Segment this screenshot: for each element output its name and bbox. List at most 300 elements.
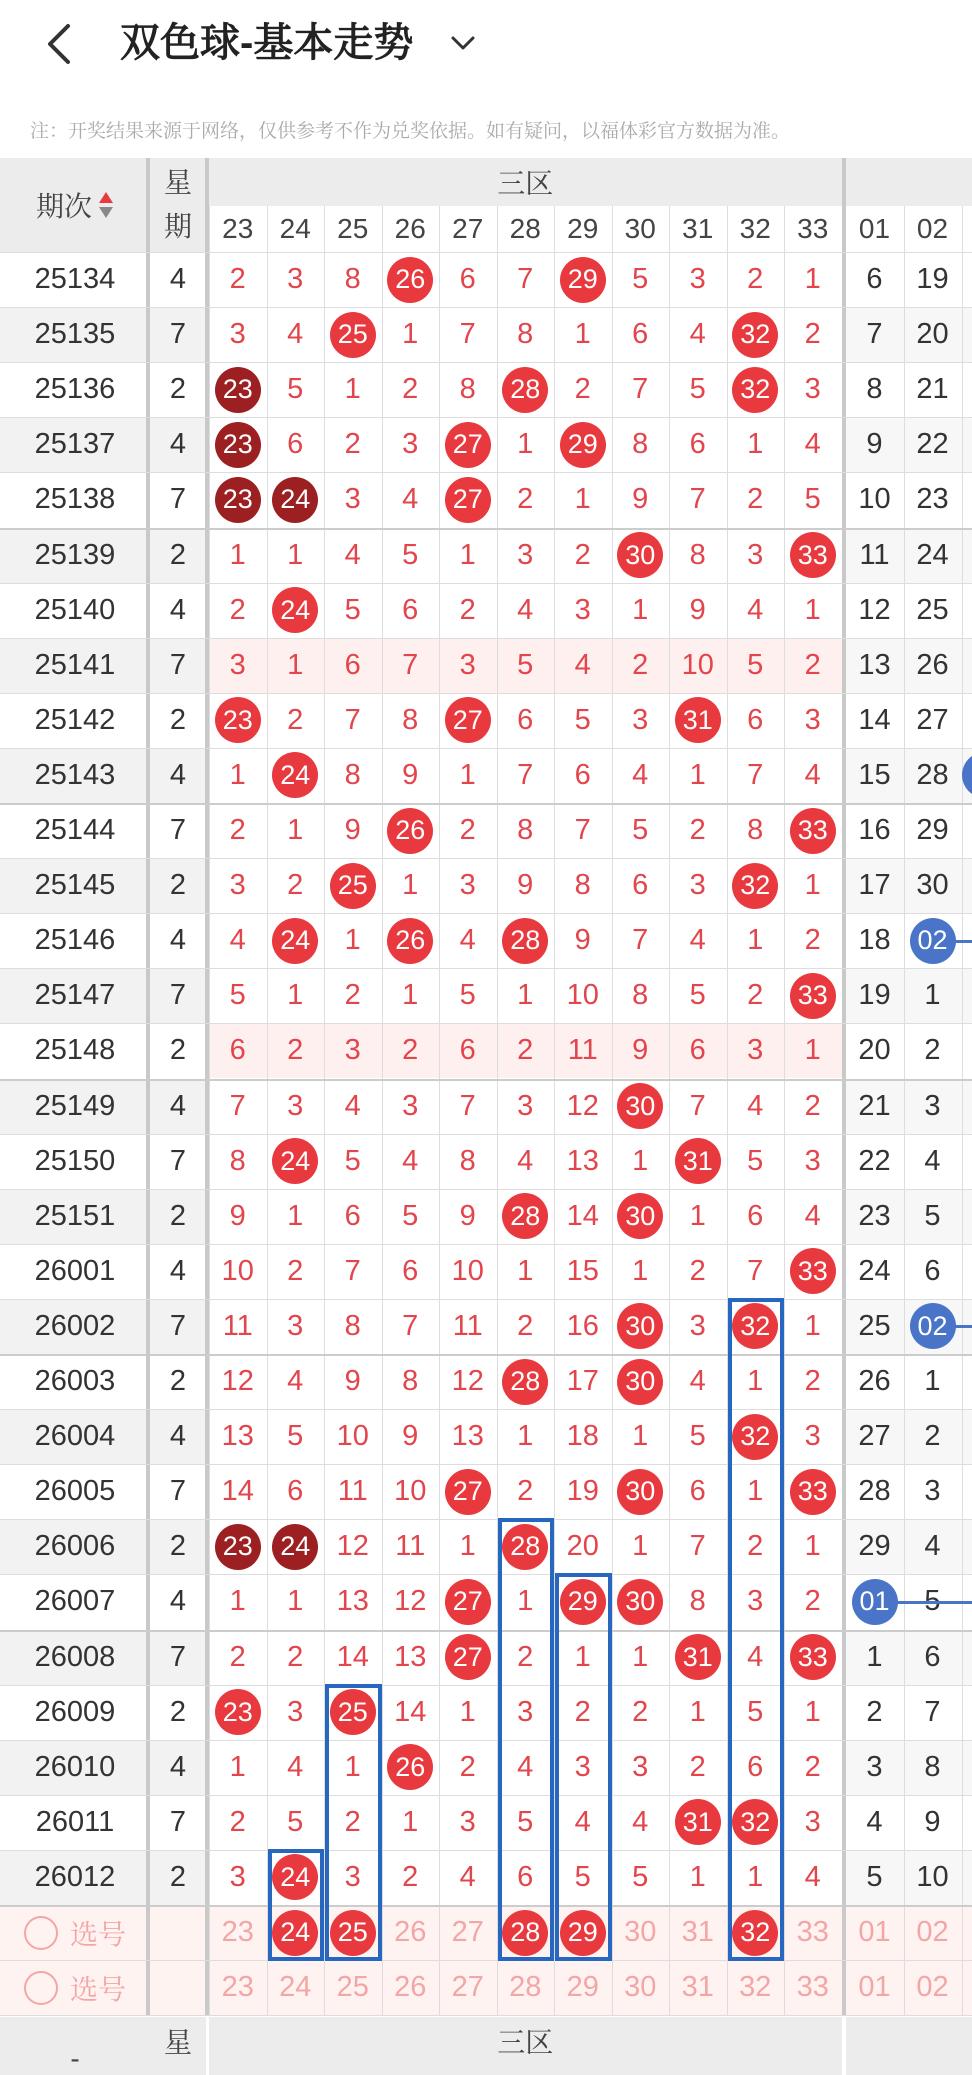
blue-miss-cell: 21: [858, 1089, 891, 1122]
miss-count-cell: 10: [566, 979, 599, 1012]
miss-count-cell: 14: [566, 1199, 599, 1232]
miss-count-cell: 8: [229, 1144, 246, 1177]
week-cell: 4: [169, 924, 187, 957]
blue-miss-cell: 18: [858, 924, 891, 957]
blue-ball: 01: [852, 1579, 898, 1625]
miss-count-cell: 1: [574, 483, 591, 516]
drawn-number-cell: [267, 1134, 325, 1189]
miss-count-cell: 5: [747, 1144, 764, 1177]
number-header: 24: [267, 206, 325, 252]
blue-miss-cell: 3: [866, 1750, 883, 1783]
miss-count-cell: 1: [517, 1585, 534, 1618]
blue-miss-cell: 24: [916, 538, 949, 571]
pick-number-cell[interactable]: 23: [221, 1916, 254, 1949]
miss-count-cell: 9: [689, 593, 706, 626]
miss-count-cell: 1: [287, 979, 304, 1012]
selected-red-ball[interactable]: 24: [272, 1910, 318, 1956]
issue-cell: 26001: [34, 1254, 116, 1287]
selected-red-ball[interactable]: 29: [560, 1910, 606, 1956]
pick-number-cell[interactable]: 31: [681, 1971, 714, 2004]
blue-miss-cell: 13: [858, 648, 891, 681]
miss-count-cell: 10: [451, 1254, 484, 1287]
pick-number-cell[interactable]: 25: [336, 1971, 369, 2004]
issue-header[interactable]: [0, 158, 150, 252]
blue-number-header: 02: [904, 206, 962, 252]
miss-count-cell: 1: [402, 979, 419, 1012]
pick-selector[interactable]: [0, 1905, 150, 1960]
red-ball: 31: [675, 1634, 721, 1680]
red-ball: 29: [560, 257, 606, 303]
blue-ball: 02: [910, 918, 956, 964]
blue-miss-cell: 2: [924, 1034, 941, 1067]
miss-count-cell: 9: [632, 1034, 649, 1067]
drawn-number-cell: [497, 362, 555, 417]
miss-count-cell: 2: [804, 1585, 821, 1618]
blue-miss-cell: 8: [866, 373, 883, 406]
issue-cell: 25148: [34, 1034, 116, 1067]
blue-miss-cell: 25: [858, 1309, 891, 1342]
drawn-number-cell: [784, 1464, 842, 1519]
blue-miss-cell: 29: [858, 1530, 891, 1563]
blue-miss-cell: 7: [866, 318, 883, 351]
miss-count-cell: 2: [229, 1805, 246, 1838]
number-header: 30: [612, 206, 670, 252]
blue-miss-cell: 7: [924, 1695, 941, 1728]
number-header: 23: [209, 206, 267, 252]
drawn-number-cell: [727, 307, 785, 362]
drawn-number-cell: [784, 803, 842, 858]
pick-number-cell[interactable]: 29: [566, 1971, 599, 2004]
pick-blue-cell[interactable]: 02: [916, 1971, 949, 2004]
miss-count-cell: 3: [402, 1089, 419, 1122]
miss-count-cell: 6: [747, 1199, 764, 1232]
miss-count-cell: 3: [459, 1805, 476, 1838]
red-ball: 33: [790, 1248, 836, 1294]
pick-number-cell[interactable]: 33: [796, 1916, 829, 1949]
week-cell: 2: [169, 1365, 187, 1398]
grid-vline: [962, 206, 963, 2015]
miss-count-cell: 3: [229, 869, 246, 902]
miss-count-cell: 4: [574, 648, 591, 681]
issue-cell: 25137: [34, 428, 116, 461]
issue-cell: 25135: [34, 318, 116, 351]
drawn-number-cell: [382, 803, 440, 858]
pick-radio-icon[interactable]: [24, 1916, 58, 1950]
red-ball: 31: [675, 1799, 721, 1845]
blue-miss-cell: 10: [916, 1860, 949, 1893]
pick-number-cell[interactable]: 33: [796, 1971, 829, 2004]
miss-count-cell: 7: [344, 703, 361, 736]
miss-count-cell: 6: [344, 1199, 361, 1232]
miss-count-cell: 3: [459, 648, 476, 681]
number-header: 33: [784, 206, 842, 252]
red-ball: 23: [215, 477, 261, 523]
miss-count-cell: 7: [632, 373, 649, 406]
number-header: 26: [382, 206, 440, 252]
issue-cell: 26002: [34, 1309, 116, 1342]
pick-selector[interactable]: [0, 1960, 150, 2015]
miss-count-cell: 1: [459, 1530, 476, 1563]
miss-count-cell: 5: [517, 1805, 534, 1838]
miss-count-cell: 1: [287, 814, 304, 847]
pick-radio-icon[interactable]: [24, 1971, 58, 2005]
drawn-number-cell: [669, 1630, 727, 1685]
issue-cell: 26006: [34, 1530, 116, 1563]
blue-miss-cell: 28: [916, 758, 949, 791]
blue-miss-cell: 26: [916, 648, 949, 681]
miss-count-cell: 1: [517, 1420, 534, 1453]
miss-count-cell: 6: [344, 648, 361, 681]
miss-count-cell: 2: [229, 263, 246, 296]
selected-red-ball[interactable]: 28: [502, 1910, 548, 1956]
issue-cell: 26008: [34, 1640, 116, 1673]
red-ball: 26: [387, 808, 433, 854]
drawn-number-cell: [784, 528, 842, 583]
red-ball: 32: [732, 1303, 778, 1349]
miss-count-cell: 2: [344, 979, 361, 1012]
blue-miss-cell: 14: [858, 703, 891, 736]
miss-count-cell: 8: [344, 263, 361, 296]
miss-count-cell: 7: [689, 483, 706, 516]
miss-count-cell: 7: [517, 758, 534, 791]
miss-count-cell: 8: [402, 1365, 419, 1398]
pick-number-cell[interactable]: 23: [221, 1971, 254, 2004]
miss-count-cell: 2: [287, 1254, 304, 1287]
miss-count-cell: 12: [394, 1585, 427, 1618]
drawn-number-cell: [209, 693, 267, 748]
miss-count-cell: 2: [402, 373, 419, 406]
red-ball: 27: [445, 422, 491, 468]
sort-icon[interactable]: [98, 190, 114, 220]
red-ball: 33: [790, 973, 836, 1019]
pick-number-cell[interactable]: 27: [451, 1916, 484, 1949]
issue-header-label: 期次: [35, 191, 92, 222]
drawn-number-cell: [497, 913, 555, 968]
number-header: 25: [324, 206, 382, 252]
drawn-number-cell: [784, 1630, 842, 1685]
miss-count-cell: 2: [804, 648, 821, 681]
miss-count-cell: 3: [402, 428, 419, 461]
blue-miss-cell: 6: [924, 1254, 941, 1287]
miss-count-cell: 2: [402, 1860, 419, 1893]
miss-count-cell: 3: [689, 263, 706, 296]
week-cell: 7: [169, 483, 187, 516]
drawn-number-cell: [209, 417, 267, 472]
blue-miss-cell: 27: [858, 1420, 891, 1453]
miss-count-cell: 9: [632, 483, 649, 516]
miss-count-cell: 1: [517, 428, 534, 461]
pick-label: 选号: [69, 1973, 126, 2005]
pick-number-cell[interactable]: 27: [451, 1971, 484, 2004]
miss-count-cell: 4: [747, 1640, 764, 1673]
drawn-number-cell: [209, 1685, 267, 1740]
miss-count-cell: 15: [566, 1254, 599, 1287]
drawn-number-cell: [324, 858, 382, 913]
miss-count-cell: 1: [689, 1695, 706, 1728]
blue-miss-cell: 6: [866, 263, 883, 296]
miss-count-cell: 5: [689, 373, 706, 406]
blue-miss-cell: 10: [858, 483, 891, 516]
pick-number-cell[interactable]: 30: [624, 1916, 657, 1949]
miss-count-cell: 1: [747, 428, 764, 461]
miss-count-cell: 1: [574, 318, 591, 351]
pick-number-cell[interactable]: [554, 1905, 612, 1960]
pick-blue-cell[interactable]: 01: [858, 1916, 891, 1949]
miss-count-cell: 1: [632, 1420, 649, 1453]
miss-count-cell: 1: [632, 593, 649, 626]
miss-count-cell: 3: [287, 1309, 304, 1342]
pick-number-cell[interactable]: [497, 1905, 555, 1960]
miss-count-cell: 11: [567, 1034, 598, 1067]
red-ball: 30: [617, 1579, 663, 1625]
miss-count-cell: 3: [747, 538, 764, 571]
miss-count-cell: 5: [747, 1695, 764, 1728]
blue-miss-cell: 15: [858, 758, 891, 791]
miss-count-cell: 2: [402, 1034, 419, 1067]
red-ball: 33: [790, 1469, 836, 1515]
red-ball: 28: [502, 1359, 548, 1405]
miss-count-cell: 7: [459, 318, 476, 351]
miss-count-cell: 2: [804, 1089, 821, 1122]
drawn-number-cell: [382, 913, 440, 968]
miss-count-cell: 1: [402, 869, 419, 902]
miss-count-cell: 8: [747, 814, 764, 847]
miss-count-cell: 4: [574, 1805, 591, 1838]
chevron-down-icon[interactable]: [448, 30, 478, 56]
miss-count-cell: 3: [689, 869, 706, 902]
miss-count-cell: 1: [287, 1199, 304, 1232]
blue-miss-cell: 19: [858, 979, 891, 1012]
drawn-number-cell: [612, 528, 670, 583]
red-ball: 31: [675, 697, 721, 743]
miss-count-cell: 7: [229, 1089, 246, 1122]
issue-cell: 26003: [34, 1365, 116, 1398]
miss-count-cell: 3: [459, 869, 476, 902]
drawn-number-cell: [439, 1574, 497, 1629]
miss-count-cell: 11: [395, 1530, 426, 1563]
miss-count-cell: 7: [689, 1530, 706, 1563]
miss-count-cell: 1: [229, 758, 246, 791]
number-header: 28: [497, 206, 555, 252]
blue-miss-cell: 22: [916, 428, 949, 461]
week-cell: 7: [169, 1475, 187, 1508]
miss-count-cell: 5: [574, 703, 591, 736]
issue-cell: 25149: [34, 1089, 116, 1122]
miss-count-cell: 9: [517, 869, 534, 902]
miss-count-cell: 3: [689, 1309, 706, 1342]
red-ball: 24: [272, 1524, 318, 1570]
miss-count-cell: 2: [689, 814, 706, 847]
miss-count-cell: 7: [747, 758, 764, 791]
drawn-number-cell: [209, 472, 267, 527]
red-ball: 30: [617, 1193, 663, 1239]
miss-count-cell: 1: [344, 924, 361, 957]
miss-count-cell: 5: [747, 648, 764, 681]
blue-miss-cell: 6: [924, 1640, 941, 1673]
miss-count-cell: 8: [632, 979, 649, 1012]
miss-count-cell: 6: [689, 1034, 706, 1067]
week-cell: 7: [169, 1805, 187, 1838]
selected-red-ball[interactable]: 25: [330, 1910, 376, 1956]
miss-count-cell: 2: [229, 1640, 246, 1673]
miss-count-cell: 1: [344, 1750, 361, 1783]
miss-count-cell: 2: [459, 1750, 476, 1783]
blue-miss-cell: 30: [916, 869, 949, 902]
miss-count-cell: 7: [689, 1089, 706, 1122]
miss-count-cell: 6: [747, 703, 764, 736]
red-ball: 27: [445, 1469, 491, 1515]
issue-cell: 25151: [34, 1199, 116, 1232]
miss-count-cell: 12: [221, 1365, 254, 1398]
week-cell: 4: [169, 428, 187, 461]
blue-miss-cell: 5: [866, 1860, 883, 1893]
blue-miss-cell: 8: [924, 1750, 941, 1783]
miss-count-cell: 1: [747, 1475, 764, 1508]
footer-zone-header: 三区: [209, 2017, 842, 2075]
drawn-number-cell: [727, 1795, 785, 1850]
miss-count-cell: 14: [394, 1695, 427, 1728]
red-ball: 33: [790, 532, 836, 578]
week-cell: 2: [169, 703, 187, 736]
week-cell: 4: [169, 1089, 187, 1122]
miss-count-cell: 3: [229, 1860, 246, 1893]
blue-miss-cell: 29: [916, 814, 949, 847]
pick-number-cell[interactable]: [727, 1905, 785, 1960]
pick-number-cell[interactable]: 26: [394, 1916, 427, 1949]
miss-count-cell: 3: [229, 318, 246, 351]
miss-count-cell: 9: [344, 1365, 361, 1398]
miss-count-cell: 4: [689, 924, 706, 957]
miss-count-cell: 7: [747, 1254, 764, 1287]
miss-count-cell: 6: [632, 869, 649, 902]
miss-count-cell: 3: [804, 1420, 821, 1453]
issue-cell: 25144: [34, 814, 116, 847]
pick-number-cell[interactable]: 24: [279, 1971, 312, 2004]
miss-count-cell: 6: [459, 263, 476, 296]
pick-number-cell[interactable]: 26: [394, 1971, 427, 2004]
red-ball: 28: [502, 918, 548, 964]
red-ball: 24: [272, 752, 318, 798]
miss-count-cell: 6: [689, 1475, 706, 1508]
pick-number-cell[interactable]: [267, 1905, 325, 1960]
pick-number-cell[interactable]: 31: [681, 1916, 714, 1949]
miss-count-cell: 1: [632, 1254, 649, 1287]
miss-count-cell: 13: [566, 1144, 599, 1177]
miss-count-cell: 4: [402, 483, 419, 516]
blue-miss-cell: 1: [924, 1365, 941, 1398]
footer-issue-header: -: [0, 2017, 150, 2075]
red-ball: 25: [330, 1689, 376, 1735]
miss-count-cell: 1: [804, 263, 821, 296]
drawn-number-cell: [497, 1519, 555, 1574]
week-cell: 2: [169, 1530, 187, 1563]
week-header-label: 期: [163, 211, 192, 242]
week-cell: 2: [169, 1695, 187, 1728]
pick-number-cell[interactable]: 28: [509, 1971, 542, 2004]
back-arrow-icon[interactable]: [40, 22, 80, 66]
top-bar: [0, 0, 972, 90]
issue-cell: 26004: [34, 1420, 116, 1453]
miss-count-cell: 5: [344, 593, 361, 626]
blue-miss-cell: 12: [858, 593, 891, 626]
miss-count-cell: 2: [287, 869, 304, 902]
footer-blue-header: [846, 2017, 972, 2075]
drawn-number-cell: [324, 1685, 382, 1740]
miss-count-cell: 9: [574, 924, 591, 957]
miss-count-cell: 1: [747, 1860, 764, 1893]
pick-blue-cell[interactable]: 01: [858, 1971, 891, 2004]
red-ball: 26: [387, 918, 433, 964]
issue-cell: 25140: [34, 593, 116, 626]
miss-count-cell: 1: [459, 538, 476, 571]
red-ball: 32: [732, 863, 778, 909]
miss-count-cell: 7: [574, 814, 591, 847]
week-cell: 7: [169, 1640, 187, 1673]
red-ball: 32: [732, 367, 778, 413]
drawn-number-cell: [669, 1134, 727, 1189]
drawn-number-cell: [382, 1740, 440, 1795]
week-cell: 2: [169, 1860, 187, 1893]
pick-number-cell[interactable]: 30: [624, 1971, 657, 2004]
red-ball: 32: [732, 1414, 778, 1460]
miss-count-cell: 9: [459, 1199, 476, 1232]
miss-count-cell: 4: [459, 1860, 476, 1893]
blue-miss-cell: 25: [916, 593, 949, 626]
red-ball: 24: [272, 587, 318, 633]
miss-count-cell: 6: [287, 428, 304, 461]
miss-count-cell: 4: [517, 593, 534, 626]
drawn-number-cell: [784, 968, 842, 1023]
miss-count-cell: 1: [287, 648, 304, 681]
red-ball: 24: [272, 1854, 318, 1900]
trend-connector-line: [955, 1325, 972, 1328]
miss-count-cell: 13: [394, 1640, 427, 1673]
miss-count-cell: 4: [632, 1805, 649, 1838]
miss-count-cell: 2: [689, 1254, 706, 1287]
miss-count-cell: 1: [287, 538, 304, 571]
selected-red-ball[interactable]: 32: [732, 1910, 778, 1956]
miss-count-cell: 1: [689, 1199, 706, 1232]
blue-miss-cell: 3: [924, 1475, 941, 1508]
miss-count-cell: 1: [747, 924, 764, 957]
miss-count-cell: 2: [517, 1309, 534, 1342]
miss-count-cell: 3: [804, 1144, 821, 1177]
miss-count-cell: 1: [804, 593, 821, 626]
miss-count-cell: 1: [689, 758, 706, 791]
miss-count-cell: 19: [566, 1475, 599, 1508]
miss-count-cell: 2: [344, 428, 361, 461]
miss-count-cell: 9: [229, 1199, 246, 1232]
miss-count-cell: 3: [229, 648, 246, 681]
pick-number-cell[interactable]: [324, 1905, 382, 1960]
miss-count-cell: 7: [632, 924, 649, 957]
miss-count-cell: 2: [574, 538, 591, 571]
blue-miss-cell: 1: [866, 1640, 883, 1673]
week-header-label: 星: [163, 167, 192, 198]
blue-ball: 02: [910, 1303, 956, 1349]
miss-count-cell: 1: [804, 1034, 821, 1067]
pick-number-cell[interactable]: 32: [739, 1971, 772, 2004]
blue-zone-header: [846, 158, 972, 206]
miss-count-cell: 8: [517, 814, 534, 847]
miss-count-cell: 14: [336, 1640, 369, 1673]
miss-count-cell: 4: [689, 1365, 706, 1398]
red-ball: 27: [445, 697, 491, 743]
week-cell: 4: [169, 1750, 187, 1783]
miss-count-cell: 18: [566, 1420, 599, 1453]
issue-cell: 25136: [34, 373, 116, 406]
pick-blue-cell[interactable]: 02: [916, 1916, 949, 1949]
